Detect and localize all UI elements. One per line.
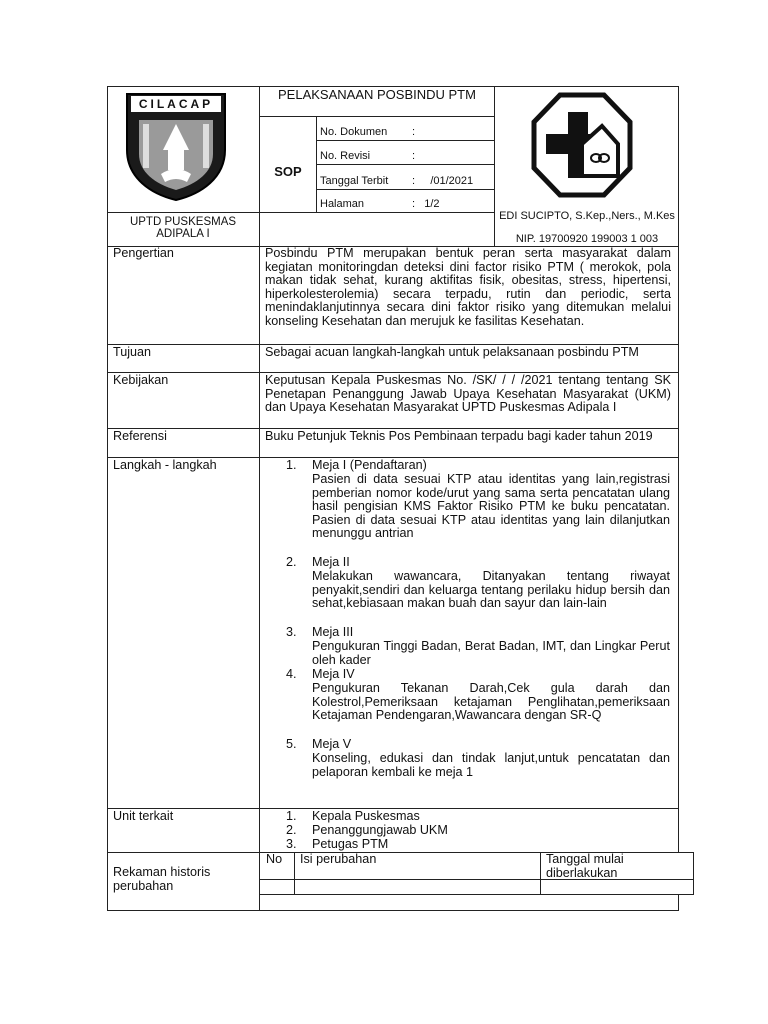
header-mid-line	[107, 212, 494, 213]
step-title-5: Meja V	[312, 737, 352, 751]
unit-num-3: 3.	[286, 837, 297, 851]
step-body-5: Konseling, edukasi dan tindak lanjut,untuk pencatatan dan pelaporan kembali ke meja 1	[312, 751, 670, 779]
org-name: UPTD PUSKESMAS ADIPALA I	[129, 216, 237, 240]
meta-line-3	[316, 189, 494, 190]
step-title-3: Meja III	[312, 625, 354, 639]
unit-item-3: Petugas PTM	[312, 837, 389, 851]
signer-name: EDI SUCIPTO, S.Kep.,Ners., M.Kes	[499, 210, 675, 222]
document-title: PELAKSANAAN POSBINDU PTM	[278, 87, 476, 102]
unit-num-2: 2.	[286, 823, 297, 837]
history-col-divider-2	[540, 852, 541, 895]
health-cross-logo	[530, 92, 634, 198]
history-header-tanggal: Tanggal mulai diberlakukan	[546, 852, 624, 880]
text-pengertian: Posbindu PTM merupakan bentuk peran serta masyarakat dalam kegiatan monitoringdan deteksi dini factor risiko PTM ( merokok, pola makan tidak sehat, kurang aktifitas fisik, obesitas, stress, hipertensi, hiperkolesterolemia) secara terpadu, rutin dan periodic, serta menindaklanjutinnya secara dini faktor risiko yang ditemukan melalui konseling Kesehatan dan merujuk ke fasilitas Kesehatan.	[265, 246, 671, 328]
meta-halaman: Halaman : 1/2	[320, 198, 440, 210]
history-header-no: No	[266, 852, 283, 866]
step-body-3: Pengukuran Tinggi Badan, Berat Badan, IMT, dan Lingkar Perut oleh kader	[312, 639, 670, 667]
title-bottom-line	[259, 116, 494, 117]
label-unit-terkait: Unit terkait	[113, 809, 174, 823]
meta-line-1	[316, 140, 494, 141]
label-rekaman: Rekaman historis perubahan	[113, 865, 211, 893]
logo-text: CILACAP	[138, 97, 214, 111]
meta-no-revisi: No. Revisi :	[320, 150, 416, 162]
history-header-isi: Isi perubahan	[300, 852, 377, 866]
step-body-4: Pengukuran Tekanan Darah,Cek gula darah dan Kolestrol,Pemeriksaan ketajaman Penglihatan,pemeriksaan Ketajaman Pendengaran,Wawancara dengan SR-Q	[312, 681, 670, 723]
text-tujuan: Sebagai acuan langkah-langkah untuk pelaksanaan posbindu PTM	[265, 345, 639, 359]
sop-label: SOP	[274, 164, 302, 179]
step-title-2: Meja II	[312, 555, 350, 569]
label-pengertian: Pengertian	[113, 246, 174, 260]
meta-line-2	[316, 164, 494, 165]
history-col-divider-1	[294, 852, 295, 895]
signer-nip: NIP. 19700920 199003 1 003	[515, 233, 659, 245]
unit-num-1: 1.	[286, 809, 297, 823]
step-num-1: 1.	[286, 458, 297, 472]
meta-no-dokumen: No. Dokumen :	[320, 126, 416, 138]
text-kebijakan: Keputusan Kepala Puskesmas No. /SK/ / / /2021 tentang tentang SK Penetapan Penanggung Jawab Upaya Kesehatan Masyarakat (UKM) dan Upaya Kesehatan Masyarakat UPTD Puskesmas Adipala I	[265, 373, 671, 415]
step-num-5: 5.	[286, 737, 297, 751]
label-referensi: Referensi	[113, 429, 167, 443]
header-right-divider	[494, 86, 495, 246]
step-title-4: Meja IV	[312, 667, 355, 681]
unit-item-1: Kepala Puskesmas	[312, 809, 420, 823]
row-line-unit-left	[107, 852, 260, 853]
step-num-3: 3.	[286, 625, 297, 639]
label-kebijakan: Kebijakan	[113, 373, 169, 387]
step-num-2: 2.	[286, 555, 297, 569]
step-num-4: 4.	[286, 667, 297, 681]
label-tujuan: Tujuan	[113, 345, 152, 359]
step-body-2: Melakukan wawancara, Ditanyakan tentang riwayat penyakit,sendiri dan keluarga tentang perilaku hidup bersih dan sehat,kebiasaan makan buah dan sayur dan lain-lain	[312, 569, 670, 611]
step-title-1: Meja I (Pendaftaran)	[312, 458, 427, 472]
cilacap-logo	[121, 90, 231, 202]
unit-item-2: Penanggungjawab UKM	[312, 823, 448, 837]
meta-tanggal-terbit: Tanggal Terbit : /01/2021	[320, 175, 474, 187]
label-column-divider	[259, 86, 260, 911]
text-referensi: Buku Petunjuk Teknis Pos Pembinaan terpadu bagi kader tahun 2019	[265, 429, 653, 443]
step-body-1: Pasien di data sesuai KTP atau identitas yang lain,registrasi pemberian nomor kode/urut yang sama serta pencatatan ulang hasil pengisian KMS Faktor Risiko PTM ke buku pencatatan. Pasien di data sesuai KTP atau identitas yang lain dilanjutkan menunggu antrian	[312, 472, 670, 541]
label-langkah: Langkah - langkah	[113, 458, 217, 472]
